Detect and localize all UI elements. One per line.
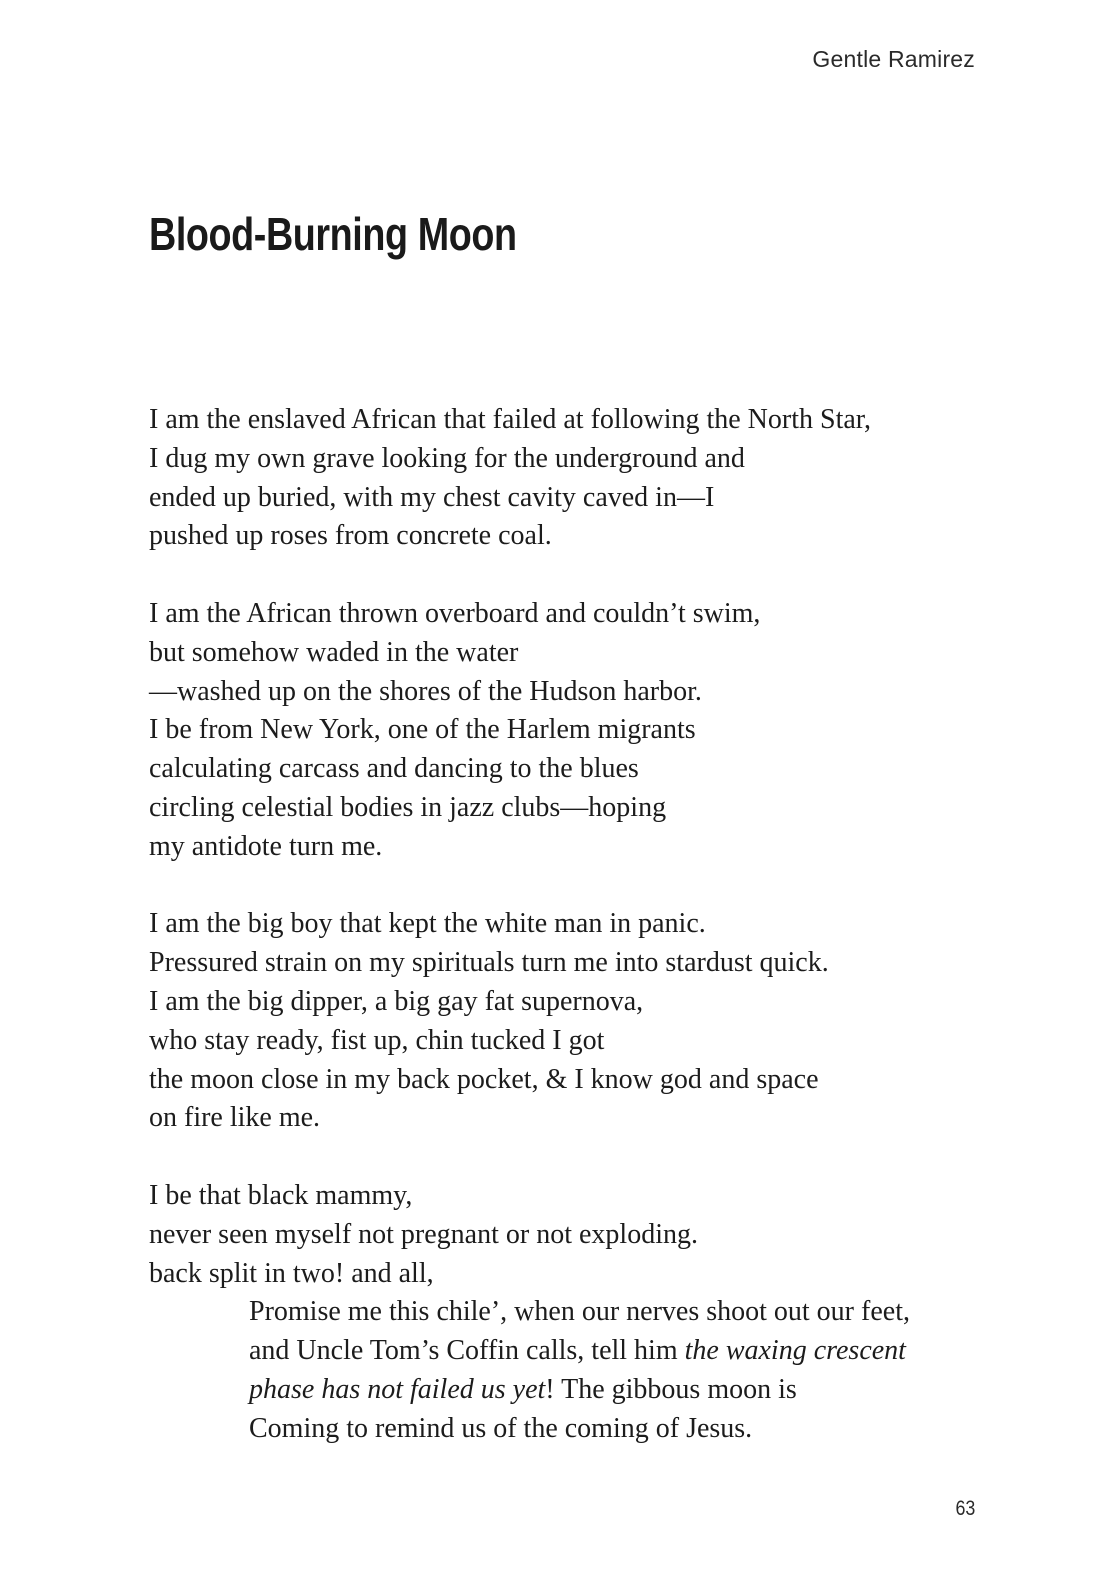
poem-line: my antidote turn me. — [149, 830, 383, 862]
poem-line: Pressured strain on my spirituals turn me into stardust quick. — [149, 947, 829, 979]
italic-phrase: phase has not failed us yet — [249, 1373, 546, 1405]
poem-line: I be that black mammy, — [149, 1179, 413, 1211]
line-text: and Uncle Tom’s Coffin calls, tell him — [249, 1335, 685, 1367]
poem-line: —washed up on the shores of the Hudson harbor. — [149, 675, 702, 707]
italic-phrase: the waxing crescent — [684, 1335, 906, 1367]
indented-line — [149, 1332, 1009, 1371]
poem-line: on fire like me. — [149, 1102, 321, 1134]
stanza-3 — [149, 905, 1009, 1138]
page-number: 63 — [955, 1497, 975, 1520]
poem-line: but somehow waded in the water — [149, 636, 519, 668]
poem-line: I be from New York, one of the Harlem migrants — [149, 714, 696, 746]
poem-body — [149, 401, 1009, 1449]
poem-line: I am the African thrown overboard and couldn’t swim, — [149, 597, 761, 629]
stanza-2 — [149, 595, 1009, 867]
poem-line: I am the big dipper, a big gay fat supernova, — [149, 985, 644, 1017]
stanza-4 — [149, 1177, 1009, 1449]
poem-line: ended up buried, with my chest cavity caved in—I — [149, 481, 715, 513]
running-head-author: Gentle Ramirez — [812, 46, 975, 72]
stanza-break — [149, 1138, 1009, 1177]
indented-line — [149, 1371, 1009, 1410]
indented-line: Promise me this chile’, when our nerves shoot out our feet, — [249, 1296, 910, 1328]
poem-line: I dug my own grave looking for the underground and — [149, 442, 745, 474]
stanza-break — [149, 867, 1009, 906]
poem-title: Blood-Burning Moon — [149, 208, 517, 260]
stanza-1 — [149, 401, 1009, 556]
indented-line: Coming to remind us of the coming of Jesus. — [249, 1412, 753, 1444]
poem-line: circling celestial bodies in jazz clubs—hoping — [149, 791, 667, 823]
poem-line: the moon close in my back pocket, & I know god and space — [149, 1063, 819, 1095]
poem-line: who stay ready, fist up, chin tucked I got — [149, 1024, 605, 1056]
poem-line: calculating carcass and dancing to the blues — [149, 753, 639, 785]
poem-line: never seen myself not pregnant or not exploding. — [149, 1218, 698, 1250]
poem-line: I am the enslaved African that failed at following the North Star, — [149, 404, 871, 435]
stanza-break — [149, 556, 1009, 595]
poem-line: I am the big boy that kept the white man in panic. — [149, 908, 706, 940]
poem-line: pushed up roses from concrete coal. — [149, 520, 552, 552]
line-text: ! The gibbous moon is — [545, 1373, 797, 1405]
poem-line: back split in two! and all, — [149, 1257, 434, 1289]
